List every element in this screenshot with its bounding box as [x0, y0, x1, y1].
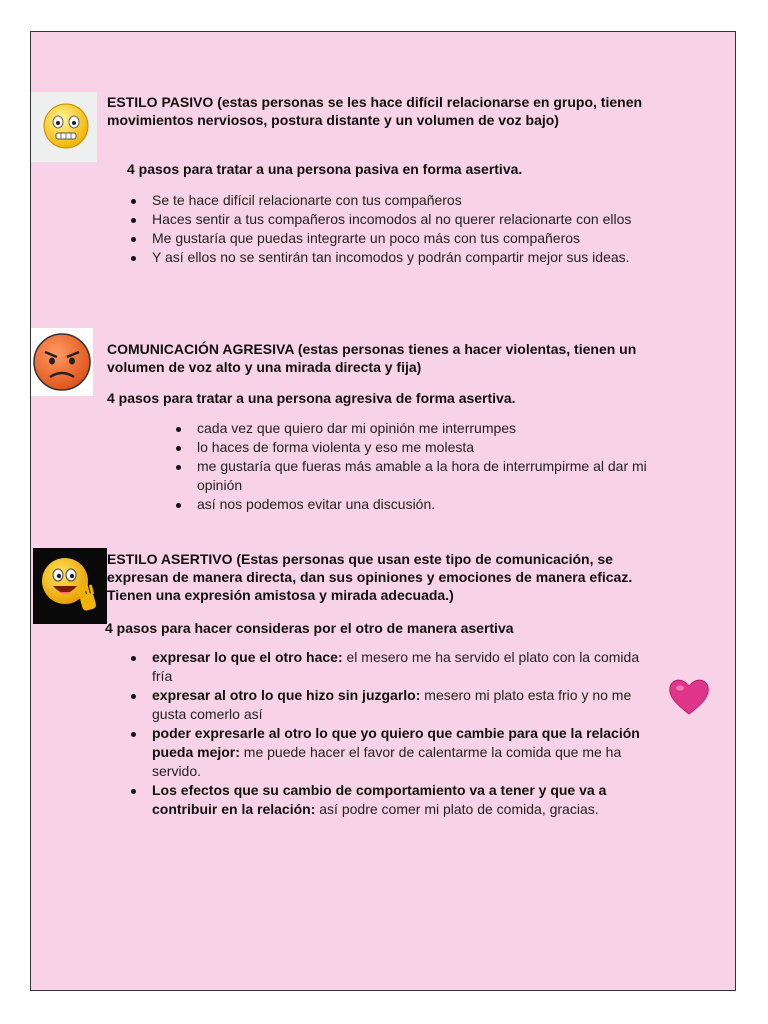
section-passive-subtitle: 4 pasos para tratar a una persona pasiva en forma asertiva.	[127, 161, 523, 177]
section-assertive-title: ESTILO ASERTIVO (Estas personas que usan este tipo de comunicación, se expresan de manera directa, dan sus opiniones y emociones de manera eficaz. Tienen una expresión amistosa y mirada adecuada.)	[107, 551, 633, 603]
section-aggressive-list	[197, 419, 667, 514]
section-aggressive-title: COMUNICACIÓN AGRESIVA (estas personas tienes a hacer violentas, tienen un volumen de voz alto y una mirada directa y fija)	[107, 341, 637, 375]
waving-smiley-icon	[33, 548, 107, 624]
list-item: Los efectos que su cambio de comportamiento va a tener y que va a contribuir en la relación: así podre comer mi plato de comida, gracias.	[152, 781, 648, 819]
section-passive-list	[152, 191, 642, 267]
angry-face-icon	[31, 328, 93, 396]
list-item: Haces sentir a tus compañeros incomodos al no querer relacionarte con ellos	[152, 210, 642, 229]
list-item: expresar lo que el otro hace: el mesero me ha servido el plato con la comida fría	[152, 648, 648, 686]
nervous-face-icon	[31, 92, 97, 162]
list-item: cada vez que quiero dar mi opinión me interrumpes	[197, 419, 667, 438]
list-item: lo haces de forma violenta y eso me molesta	[197, 438, 667, 457]
list-item: expresar al otro lo que hizo sin juzgarlo: mesero mi plato esta frio y no me gusta comerlo así	[152, 686, 648, 724]
section-assertive-list	[152, 648, 648, 819]
list-item: me gustaría que fueras más amable a la hora de interrumpirme al dar mi opinión	[197, 457, 667, 495]
list-item: poder expresarle al otro lo que yo quiero que cambie para que la relación pueda mejor: me puede hacer el favor de calentarme la comida que me ha servido.	[152, 724, 648, 781]
section-passive-title: ESTILO PASIVO (estas personas se les hace difícil relacionarse en grupo, tienen movimientos nerviosos, postura distante y un volumen de voz bajo)	[107, 94, 643, 128]
heart-icon	[666, 676, 712, 716]
section-aggressive-subtitle: 4 pasos para tratar a una persona agresiva de forma asertiva.	[107, 390, 516, 406]
section-assertive-subtitle: 4 pasos para hacer consideras por el otro de manera asertiva	[105, 620, 514, 636]
list-item: Y así ellos no se sentirán tan incomodos y podrán compartir mejor sus ideas.	[152, 248, 642, 267]
list-item: Se te hace difícil relacionarte con tus compañeros	[152, 191, 642, 210]
list-item: Me gustaría que puedas integrarte un poco más con tus compañeros	[152, 229, 642, 248]
list-item: así nos podemos evitar una discusión.	[197, 495, 667, 514]
